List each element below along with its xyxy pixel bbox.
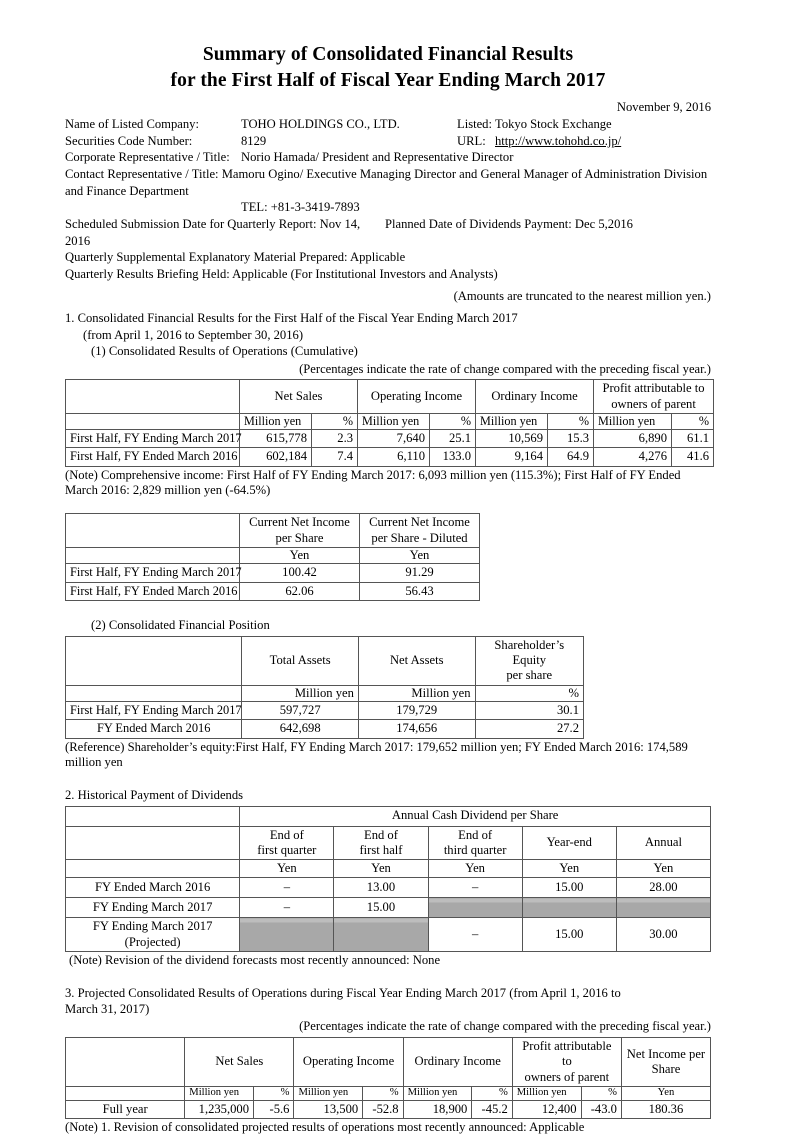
table-row xyxy=(66,720,584,738)
release-date: November 9, 2016 xyxy=(616,99,711,114)
submission-date: Scheduled Submission Date for Quarterly Report: Nov 14, 2016 xyxy=(65,216,361,248)
cell-total-assets-2017: 597,727 xyxy=(242,702,359,720)
section3-heading-line2: March 31, 2017) xyxy=(65,1001,150,1016)
corporate-representative-row xyxy=(65,149,711,166)
cell-dividend-q3-2016: – xyxy=(428,878,522,898)
table-row xyxy=(66,898,711,918)
unit-net-sales-pct: % xyxy=(312,414,358,430)
table-row xyxy=(66,1100,711,1118)
col-header-first-half xyxy=(334,826,428,860)
cell-ordinary-2016: 9,164 xyxy=(476,448,548,466)
unit-eps-yen-projected: Yen xyxy=(621,1087,710,1101)
projected-label-line2: (Projected) xyxy=(124,934,181,949)
unit-corner-cell xyxy=(66,414,240,430)
cell-dividend-q3-projected: – xyxy=(428,918,522,952)
corner-cell xyxy=(66,514,240,548)
company-label: Name of Listed Company: xyxy=(65,117,199,132)
unit-corner-cell xyxy=(66,685,242,701)
table-row xyxy=(66,564,480,582)
col-header-profit-attributable xyxy=(594,380,714,414)
eps-header-line2: per Share xyxy=(275,530,324,545)
listed-value: Tokyo Stock Exchange xyxy=(495,117,612,132)
row-label-dividend-2017-projected xyxy=(66,918,240,952)
table-header-row xyxy=(66,806,711,826)
eps-diluted-header-line1: Current Net Income xyxy=(369,515,470,530)
contact-representative-row: Contact Representative / Title: Mamoru Ogino/ Executive Managing Director and General Manager of Administration Division and Finance Department xyxy=(65,167,708,198)
cell-ordinary-2017: 10,569 xyxy=(476,429,548,447)
cell-total-assets-2016: 642,698 xyxy=(242,720,359,738)
cell-profit-full-year: 12,400 xyxy=(512,1100,581,1118)
row-label-fy2017h1: First Half, FY Ending March 2017 xyxy=(66,429,240,447)
cell-eps-diluted-2017: 91.29 xyxy=(360,564,480,582)
table-row xyxy=(66,448,714,466)
row-label-eps-2017: First Half, FY Ending March 2017 xyxy=(66,564,240,582)
cell-net-sales-2016: 602,184 xyxy=(240,448,312,466)
unit-h1-yen: Yen xyxy=(334,860,428,878)
cell-operating-2016: 6,110 xyxy=(358,448,430,466)
col-header-eps-diluted xyxy=(360,514,480,548)
q1-header-line1: End of xyxy=(269,827,304,842)
section1-sub2-heading: (2) Consolidated Financial Position xyxy=(91,617,270,632)
unit-year-end-yen: Yen xyxy=(522,860,616,878)
cell-operating-full-year: 13,500 xyxy=(294,1100,363,1118)
table-row xyxy=(66,702,584,720)
document-title-line1: Summary of Consolidated Financial Results xyxy=(202,44,574,65)
supplemental-material-row: Quarterly Supplemental Explanatory Material Prepared: Applicable xyxy=(65,250,406,265)
table-header-row xyxy=(66,1037,711,1086)
table-unit-row xyxy=(66,414,714,430)
unit-profit-million-projected: Million yen xyxy=(512,1087,581,1101)
col-header-net-sales-projected: Net Sales xyxy=(185,1037,294,1086)
securities-code-label: Securities Code Number: xyxy=(65,133,193,148)
table-unit-row xyxy=(66,685,584,701)
equity-header-line1: Shareholder’s Equity xyxy=(494,637,565,667)
results-briefing-row: Quarterly Results Briefing Held: Applicable (For Institutional Investors and Analysts) xyxy=(65,266,498,281)
unit-net-sales-million: Million yen xyxy=(240,414,312,430)
unit-total-assets-million: Million yen xyxy=(242,685,359,701)
row-label-dividend-2016: FY Ended March 2016 xyxy=(66,878,240,898)
unit-net-sales-million-projected: Million yen xyxy=(185,1087,254,1101)
table-row xyxy=(66,878,711,898)
cell-equity-ratio-2017: 30.1 xyxy=(475,702,584,720)
cell-eps-2017: 100.42 xyxy=(240,564,360,582)
col-header-third-quarter xyxy=(428,826,522,860)
table-unit-row xyxy=(66,547,480,563)
section2-heading: 2. Historical Payment of Dividends xyxy=(65,788,244,803)
section3-heading-line1: 3. Projected Consolidated Results of Operations during Fiscal Year Ending March 2017 (from April 1, 2016 to xyxy=(65,985,621,1000)
dividends-payment-date: Planned Date of Dividends Payment: Dec 5,2016 xyxy=(385,216,633,231)
table-row xyxy=(66,918,711,952)
table-subheader-row xyxy=(66,826,711,860)
cell-operating-2017: 7,640 xyxy=(358,429,430,447)
col-header-net-assets: Net Assets xyxy=(358,636,475,685)
col-header-total-assets: Total Assets xyxy=(242,636,359,685)
section3-heading xyxy=(65,985,711,1018)
corner-cell xyxy=(66,1037,185,1086)
table-row xyxy=(66,429,714,447)
col-header-annual-cash-dividend: Annual Cash Dividend per Share xyxy=(240,806,711,826)
cell-profit-2017: 6,890 xyxy=(594,429,672,447)
cell-equity-ratio-2016: 27.2 xyxy=(475,720,584,738)
q1-header-line2: first quarter xyxy=(257,842,317,857)
document-title-line2: for the First Half of Fiscal Year Ending March 2017 xyxy=(170,70,606,92)
q3-header-line1: End of xyxy=(458,827,493,842)
row-label-dividend-2017: FY Ending March 2017 xyxy=(66,898,240,918)
dividend-forecast-note: (Note) Revision of the dividend forecasts most recently announced: None xyxy=(69,952,441,967)
profit-header-line1: Profit attributable to xyxy=(602,381,705,396)
cell-dividend-h1-2017: 15.00 xyxy=(334,898,428,918)
telephone-row: TEL: +81-3-3419-7893 xyxy=(241,200,360,215)
eps-header-line1: Current Net Income xyxy=(249,515,350,530)
eps-diluted-header-line2: per Share - Diluted xyxy=(371,530,468,545)
unit-operating-pct-projected: % xyxy=(363,1087,403,1101)
row-label-fy2016h1: First Half, FY Ended March 2016 xyxy=(66,448,240,466)
corner-cell-2 xyxy=(66,826,240,860)
table-header-row xyxy=(66,636,584,685)
cell-operating-pct-2017: 25.1 xyxy=(430,429,476,447)
document-title xyxy=(65,42,711,95)
unit-net-sales-pct-projected: % xyxy=(254,1087,294,1101)
cell-net-sales-pct-full-year: -5.6 xyxy=(254,1100,294,1118)
col-header-net-income-per-share xyxy=(621,1037,710,1086)
cell-dividend-q1-2016: – xyxy=(240,878,334,898)
unit-ordinary-pct: % xyxy=(548,414,594,430)
cell-dividend-annual-projected: 30.00 xyxy=(616,918,710,952)
results-of-operations-table xyxy=(65,379,714,466)
unit-ordinary-pct-projected: % xyxy=(472,1087,512,1101)
unit-corner-cell xyxy=(66,1087,185,1101)
projected-results-table xyxy=(65,1037,711,1119)
unit-profit-pct-projected: % xyxy=(581,1087,621,1101)
cell-net-sales-full-year: 1,235,000 xyxy=(185,1100,254,1118)
table-unit-row xyxy=(66,860,711,878)
cell-dividend-annual-2016: 28.00 xyxy=(616,878,710,898)
col-header-ordinary-income-projected: Ordinary Income xyxy=(403,1037,512,1086)
col-header-first-quarter xyxy=(240,826,334,860)
eps-projected-header-line1: Net Income per xyxy=(626,1046,706,1061)
row-label-full-year: Full year xyxy=(66,1100,185,1118)
company-url-link[interactable]: http://www.tohohd.co.jp/ xyxy=(495,133,622,148)
unit-net-assets-million: Million yen xyxy=(358,685,475,701)
row-label-eps-2016: First Half, FY Ended March 2016 xyxy=(66,582,240,600)
cell-profit-pct-full-year: -43.0 xyxy=(581,1100,621,1118)
corner-cell xyxy=(66,636,242,685)
unit-corner-cell xyxy=(66,860,240,878)
securities-code-value: 8129 xyxy=(241,133,267,148)
net-income-per-share-table xyxy=(65,513,480,601)
projected-results-note: (Note) 1. Revision of consolidated projected results of operations most recently announced: Applicable xyxy=(65,1120,585,1135)
col-header-shareholders-equity xyxy=(475,636,584,685)
securities-code-row xyxy=(65,133,711,150)
section1-percentage-note: (Percentages indicate the rate of change compared with the preceding fiscal year.) xyxy=(299,361,711,376)
cell-profit-pct-2017: 61.1 xyxy=(672,429,714,447)
unit-eps-yen: Yen xyxy=(240,547,360,563)
unit-annual-yen: Yen xyxy=(616,860,710,878)
unit-profit-pct: % xyxy=(672,414,714,430)
unit-operating-pct: % xyxy=(430,414,476,430)
col-header-operating-income: Operating Income xyxy=(358,380,476,414)
corner-cell xyxy=(66,380,240,414)
col-header-eps xyxy=(240,514,360,548)
cell-dividend-h1-2016: 13.00 xyxy=(334,878,428,898)
cell-dividend-year-end-2016: 15.00 xyxy=(522,878,616,898)
cell-ordinary-pct-2016: 64.9 xyxy=(548,448,594,466)
profit-projected-header-line2: owners of parent xyxy=(524,1069,610,1084)
col-header-profit-attributable-projected xyxy=(512,1037,621,1086)
q3-header-line2: third quarter xyxy=(443,842,507,857)
cell-dividend-q3-2017-masked xyxy=(428,898,522,918)
corporate-representative-value: Norio Hamada/ President and Representative Director xyxy=(241,150,514,165)
financial-position-table xyxy=(65,636,584,739)
col-header-annual: Annual xyxy=(616,826,710,860)
cell-profit-pct-2016: 41.6 xyxy=(672,448,714,466)
cell-dividend-q1-2017: – xyxy=(240,898,334,918)
submission-dates-row xyxy=(65,216,711,249)
cell-net-assets-2017: 179,729 xyxy=(358,702,475,720)
col-header-net-sales: Net Sales xyxy=(240,380,358,414)
cell-eps-full-year: 180.36 xyxy=(621,1100,710,1118)
cell-profit-2016: 4,276 xyxy=(594,448,672,466)
section1-period: (from April 1, 2016 to September 30, 2016) xyxy=(83,327,304,342)
table-unit-row xyxy=(66,1087,711,1101)
listed-label: Listed: xyxy=(457,117,492,132)
unit-eps-diluted-yen: Yen xyxy=(360,547,480,563)
cell-ordinary-pct-2017: 15.3 xyxy=(548,429,594,447)
corner-cell xyxy=(66,806,240,826)
cell-net-sales-2017: 615,778 xyxy=(240,429,312,447)
col-header-year-end: Year-end xyxy=(522,826,616,860)
unit-q3-yen: Yen xyxy=(428,860,522,878)
cell-dividend-q1-projected-masked xyxy=(240,918,334,952)
section1-sub1-heading: (1) Consolidated Results of Operations (Cumulative) xyxy=(91,344,358,359)
dividends-table xyxy=(65,806,711,952)
unit-operating-million-projected: Million yen xyxy=(294,1087,363,1101)
unit-profit-million: Million yen xyxy=(594,414,672,430)
cell-dividend-h1-projected-masked xyxy=(334,918,428,952)
cell-operating-pct-2016: 133.0 xyxy=(430,448,476,466)
cell-net-assets-2016: 174,656 xyxy=(358,720,475,738)
projected-label-line1: FY Ending March 2017 xyxy=(92,919,213,934)
table-header-row xyxy=(66,514,480,548)
section3-percentage-note: (Percentages indicate the rate of change compared with the preceding fiscal year.) xyxy=(299,1019,711,1034)
document-body xyxy=(65,42,711,1136)
company-value: TOHO HOLDINGS CO., LTD. xyxy=(241,117,400,132)
shareholders-equity-reference-note: (Reference) Shareholder’s equity:First Half, FY Ending March 2017: 179,652 million yen; FY Ended March 2016: 174,589 million yen xyxy=(65,739,688,770)
unit-q1-yen: Yen xyxy=(240,860,334,878)
h1-header-line2: first half xyxy=(359,842,403,857)
row-label-position-2016: FY Ended March 2016 xyxy=(66,720,242,738)
col-header-operating-income-projected: Operating Income xyxy=(294,1037,403,1086)
equity-header-line2: per share xyxy=(506,668,553,683)
section1-heading: 1. Consolidated Financial Results for the First Half of the Fiscal Year Ending March 2017 xyxy=(65,310,518,325)
eps-projected-header-line2: Share xyxy=(651,1061,681,1076)
h1-header-line1: End of xyxy=(364,827,398,842)
profit-header-line2: owners of parent xyxy=(611,396,696,411)
cell-net-sales-pct-2016: 7.4 xyxy=(312,448,358,466)
row-label-position-2017: First Half, FY Ending March 2017 xyxy=(66,702,242,720)
cell-ordinary-full-year: 18,900 xyxy=(403,1100,472,1118)
profit-projected-header-line1: Profit attributable to xyxy=(522,1038,612,1069)
cell-eps-2016: 62.06 xyxy=(240,582,360,600)
unit-corner-cell xyxy=(66,547,240,563)
cell-operating-pct-full-year: -52.8 xyxy=(363,1100,403,1118)
cell-dividend-year-end-2017-masked xyxy=(522,898,616,918)
cell-eps-diluted-2016: 56.43 xyxy=(360,582,480,600)
cell-dividend-year-end-projected: 15.00 xyxy=(522,918,616,952)
unit-equity-pct: % xyxy=(475,685,584,701)
cell-net-sales-pct-2017: 2.3 xyxy=(312,429,358,447)
unit-operating-million: Million yen xyxy=(358,414,430,430)
cell-ordinary-pct-full-year: -45.2 xyxy=(472,1100,512,1118)
company-row xyxy=(65,116,711,133)
unit-ordinary-million-projected: Million yen xyxy=(403,1087,472,1101)
table-row xyxy=(66,582,480,600)
comprehensive-income-note: (Note) Comprehensive income: First Half of FY Ending March 2017: 6,093 million yen (115.3%); First Half of FY Ended March 2016: 2,829 million yen (-64.5%) xyxy=(65,467,681,498)
cell-dividend-annual-2017-masked xyxy=(616,898,710,918)
corporate-representative-label: Corporate Representative / Title: xyxy=(65,150,230,165)
table-header-row xyxy=(66,380,714,414)
unit-ordinary-million: Million yen xyxy=(476,414,548,430)
url-label: URL: xyxy=(457,133,486,148)
col-header-ordinary-income: Ordinary Income xyxy=(476,380,594,414)
amounts-truncated-note: (Amounts are truncated to the nearest million yen.) xyxy=(453,289,711,304)
